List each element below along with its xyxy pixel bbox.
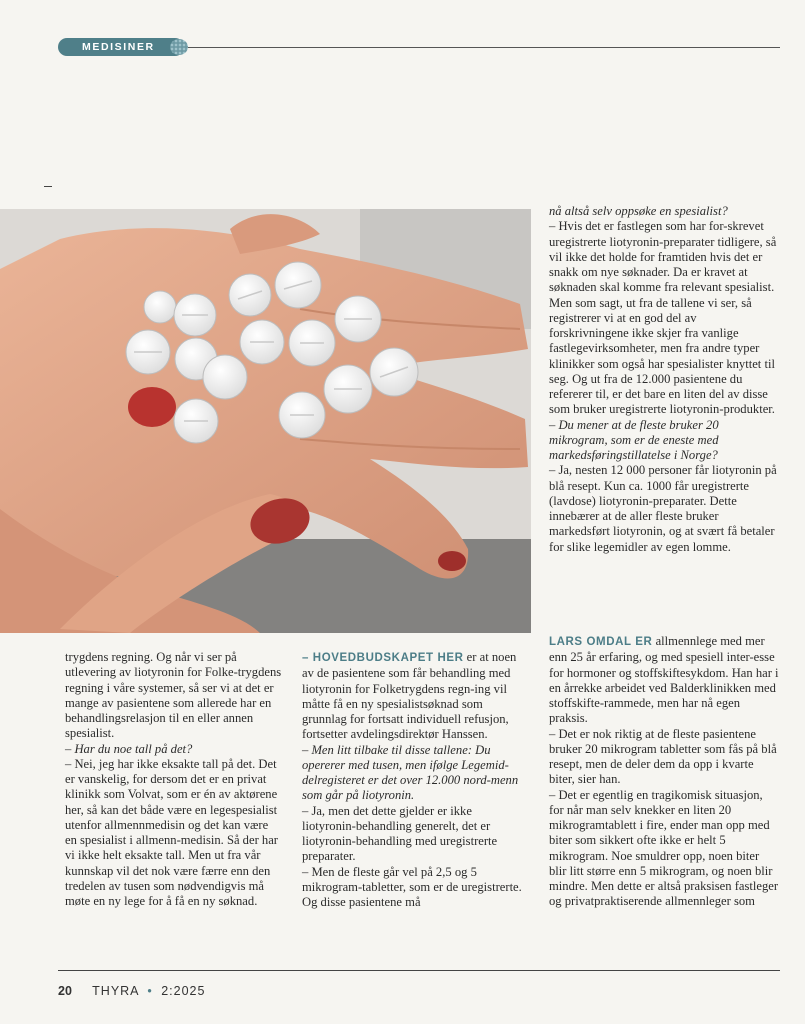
paragraph: nå altså selv oppsøke en spesialist? xyxy=(549,204,728,218)
page-footer xyxy=(58,984,205,998)
section-tag xyxy=(58,38,184,56)
magazine-name: THYRA xyxy=(92,984,139,998)
paragraph: – Har du noe tall på det? xyxy=(65,741,193,756)
paragraph: – Ja, nesten 12 000 personer får liotyronin på blå resept. Kun ca. 1000 får uregistrerte (lavdose) liotyronin-preparater. Dette innebærer at de aller fleste bruker markedsført liotyronin, og at svært få betaler for slike legemidler av egen lomme. xyxy=(549,463,777,554)
dot-pattern-icon xyxy=(170,39,188,55)
hand-with-pills-photo xyxy=(0,209,531,633)
separator: • xyxy=(147,984,153,998)
paragraph: – Men de fleste går vel på 2,5 og 5 mikrogram-tabletter, som er de uregistrerte. Og disse pasientene må xyxy=(302,864,522,909)
column-2 xyxy=(302,650,524,910)
column-3-top xyxy=(549,204,779,555)
photo-illustration xyxy=(0,209,531,633)
paragraph: – Ja, men det dette gjelder er ikke liotyronin-behandling generelt, det er liotyronin-behandling med uregistrerte preparater. xyxy=(302,803,498,864)
paragraph: – Du mener at de fleste bruker 20 mikrogram, som er de eneste med markedsføringstillatelse i Norge? xyxy=(549,417,719,462)
paragraph: trygdens regning. Og når vi ser på utlevering av liotyronin for Folke-trygdens regning i våre systemer, så ser vi at det er mange av pasientene som allerede har en behandlingsrelasjon til en eller annen spesialist. xyxy=(65,650,282,741)
lead-in: – HOVEDBUDSKAPET HER xyxy=(302,652,464,664)
header-rule xyxy=(188,47,780,48)
issue-number: 2:2025 xyxy=(161,984,206,998)
paragraph: – Men litt tilbake til disse tallene: Du opererer med tusen, men ifølge Legemid-delregisteret er det over 12.000 nord-menn som går på liotyronin. xyxy=(302,742,519,803)
page-header xyxy=(58,38,780,56)
paragraph xyxy=(302,650,524,743)
paragraph: – Hvis det er fastlegen som har for-skrevet uregistrerte liotyronin-preparater tidligere, så vil ikke det holde for framtiden hvis det er snakk om nye søknader. Da er kravet at søknaden skal komme fra relevant spesialist. Men som sagt, ut fra de tallene vi ser, så registrerer vi at en god del av forskrivningene ikke skjer fra vanlige fastlegevirksomheter, men fra andre typer klinikker som også har spesialister knyttet til seg. Og ut fra de 12.000 pasientene du refererer til, er det bare en liten del av disse som bruker uregistrerte liotyronin-produkter. xyxy=(549,219,777,417)
paragraph-text: allmennlege med mer enn 25 år erfaring, og med spesiell inter-esse for hormoner og stoffskiftesykdom. Han har i en årrekke arbeidet ved Balderklinikken med stoffskifte-rammede, men har nå egen praksis. xyxy=(549,634,779,726)
column-1 xyxy=(65,650,283,909)
dash-mark xyxy=(44,186,52,187)
footer-rule xyxy=(58,970,780,971)
paragraph: – Nei, jeg har ikke eksakte tall på det. Det er vanskelig, for dersom det er en privat klinikk som Volvat, som er én av aktørene her, så kan det både være en legespesialist utenfor allmennmedisin og det kan være en spesialist i allmenn-medisin. Så der har vi ikke helt eksakte tall. Men ut fra vår kunnskap vil det nok være færre enn den tredelen av tusen som nødvendigvis må møte en ny lege for å få en ny søknad. xyxy=(65,756,278,908)
page-number: 20 xyxy=(58,984,72,998)
paragraph: – Det er nok riktig at de fleste pasientene bruker 20 mikrogram tabletter som fås på blå resept, men de deler dem da opp i kvarte biter, sier han. xyxy=(549,726,777,787)
paragraph xyxy=(549,634,779,727)
section-tag-label: MEDISINER xyxy=(82,41,155,53)
paragraph-text: er at noen av de pasientene som får behandling med liotyronin for Folketrygdens regn-ing vil måtte få en ny spesialistsøknad som grunnlag for fortsatt individuell refusjon, fortsetter avdelingsdirektør Hanssen. xyxy=(302,650,517,742)
column-3-bottom xyxy=(549,634,779,910)
lead-in: LARS OMDAL ER xyxy=(549,636,653,648)
paragraph: – Det er egentlig en tragikomisk situasjon, for når man selv knekker en liten 20 mikrogramtablett i fire, ender man opp med biter som sikkert ofte ikke er helt 5 mikrogram. Noe smuldrer opp, noen biter blir litt større enn 5 mikrogram, og noen blir mindre. Men dette er altså praksisen fastleger og privatpraktiserende allmennleger som xyxy=(549,787,779,909)
